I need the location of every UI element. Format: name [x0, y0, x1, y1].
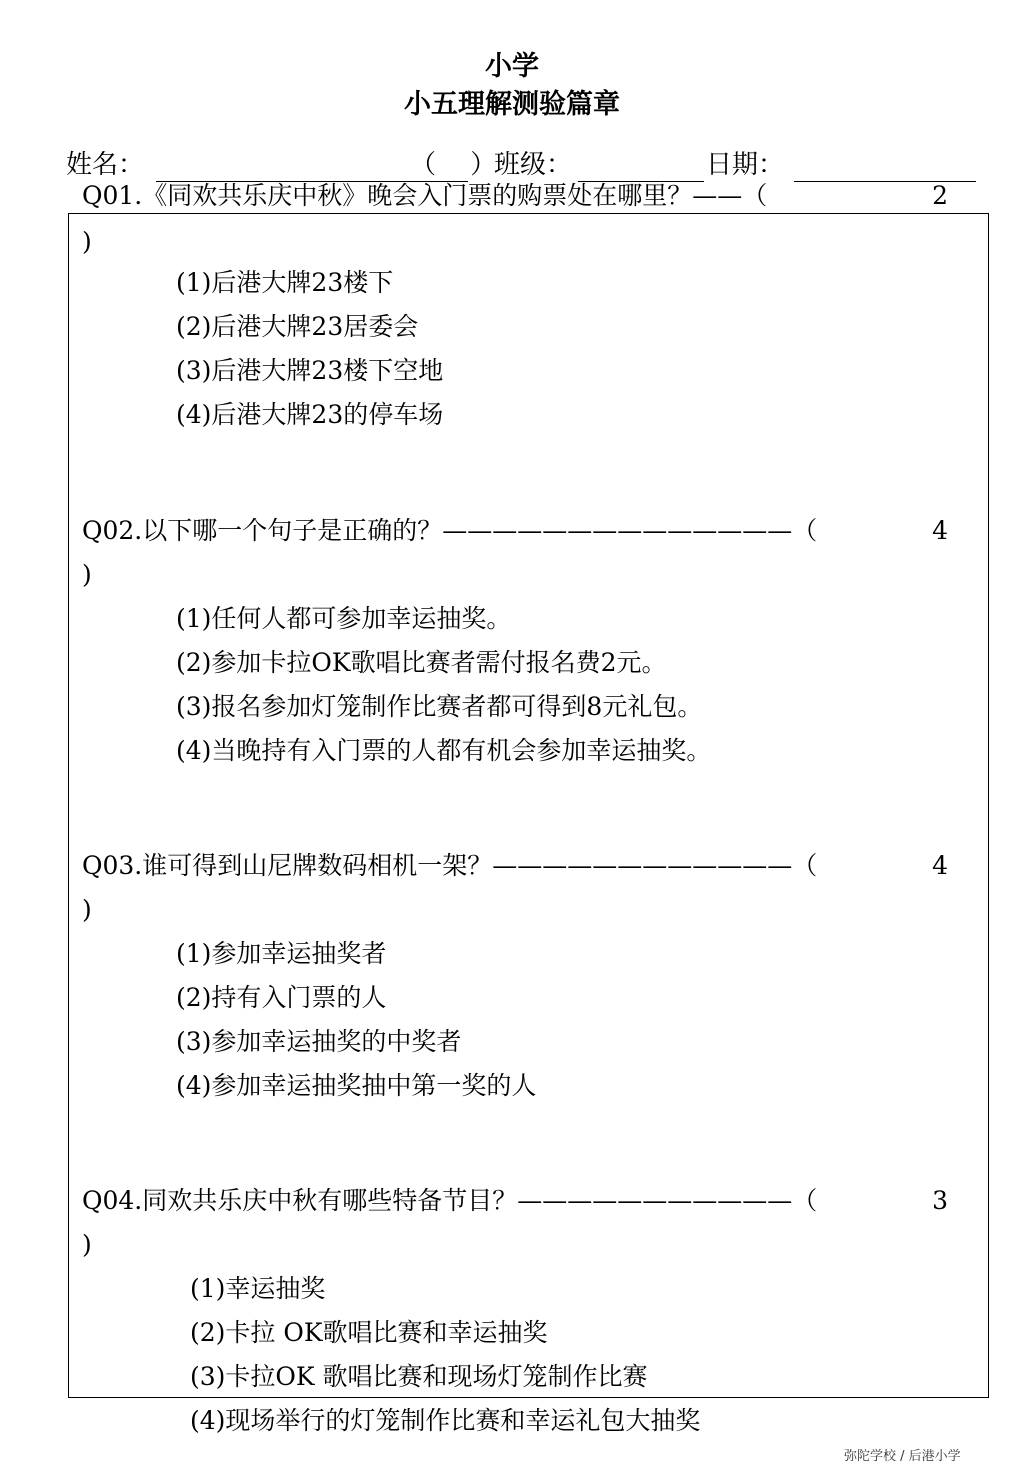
date-label: 日期： — [706, 150, 785, 180]
class-number-paren: （ ） — [410, 150, 497, 180]
question-1-option-1: (1)后港大牌23楼下 — [176, 268, 394, 297]
question-4-option-3: (3)卡拉OK 歌唱比赛和现场灯笼制作比赛 — [190, 1362, 648, 1391]
question-3-option-4: (4)参加幸运抽奖抽中第一奖的人 — [176, 1071, 537, 1100]
name-label: 姓名： — [66, 150, 145, 180]
question-2-option-2: (2)参加卡拉OK歌唱比赛者需付报名费2元。 — [176, 648, 667, 677]
question-1-text: Q01.《同欢共乐庆中秋》晚会入门票的购票处在哪里？——（ — [82, 181, 768, 210]
answer-box — [68, 213, 989, 1398]
question-2-option-1: (1)任何人都可参加幸运抽奖。 — [176, 604, 512, 633]
question-3-text: Q03.谁可得到山尼牌数码相机一架？————————————（ — [82, 851, 818, 880]
question-1-score: 2 — [932, 181, 948, 210]
question-3-score: 4 — [932, 851, 948, 880]
question-4-option-4: (4)现场举行的灯笼制作比赛和幸运礼包大抽奖 — [190, 1406, 701, 1435]
question-4-score: 3 — [932, 1186, 948, 1215]
question-4-text: Q04.同欢共乐庆中秋有哪些特备节目？———————————（ — [82, 1186, 818, 1215]
question-3-option-1: (1)参加幸运抽奖者 — [176, 939, 387, 968]
question-2-option-3: (3)报名参加灯笼制作比赛者都可得到8元礼包。 — [176, 692, 703, 721]
class-label: 班级： — [494, 150, 573, 180]
question-1-close: ) — [82, 227, 92, 256]
question-2-score: 4 — [932, 516, 948, 545]
page-title: 小五理解测验篇章 — [404, 89, 620, 120]
school-name: 小学 — [485, 51, 539, 82]
question-3-option-2: (2)持有入门票的人 — [176, 983, 387, 1012]
watermark: 弥陀学校 / 后港小学 — [844, 1449, 961, 1464]
question-1-option-2: (2)后港大牌23居委会 — [176, 312, 419, 341]
question-4-option-1: (1)幸运抽奖 — [190, 1274, 326, 1303]
question-1-option-4: (4)后港大牌23的停车场 — [176, 400, 444, 429]
date-blank[interactable] — [794, 181, 976, 182]
question-4-option-2: (2)卡拉 OK歌唱比赛和幸运抽奖 — [190, 1318, 548, 1347]
question-3-close: ) — [82, 895, 92, 924]
question-2-text: Q02.以下哪一个句子是正确的？——————————————（ — [82, 516, 818, 545]
question-2-close: ) — [82, 560, 92, 589]
question-3-option-3: (3)参加幸运抽奖的中奖者 — [176, 1027, 462, 1056]
question-2-option-4: (4)当晚持有入门票的人都有机会参加幸运抽奖。 — [176, 736, 712, 765]
question-4-close: ) — [82, 1230, 92, 1259]
question-1-option-3: (3)后港大牌23楼下空地 — [176, 356, 444, 385]
